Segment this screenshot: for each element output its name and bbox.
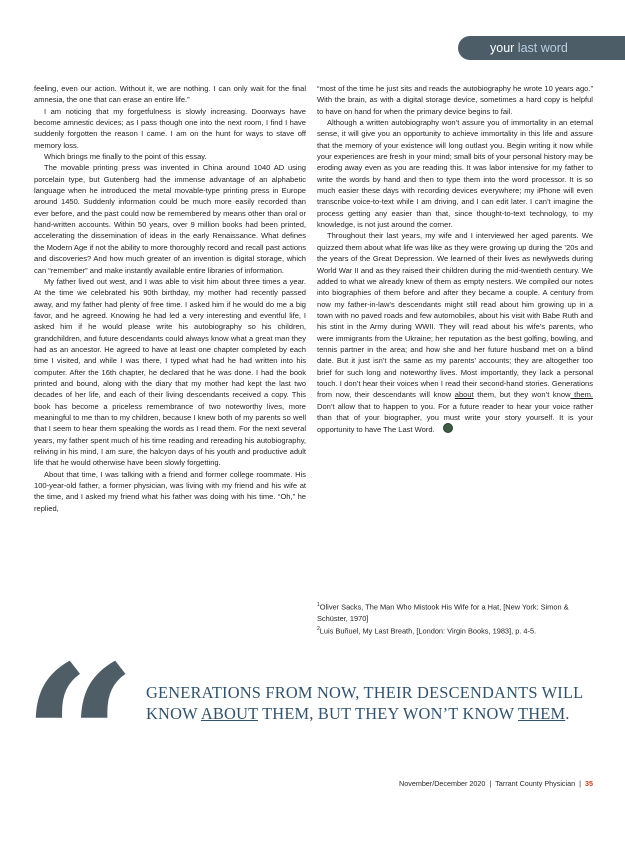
paragraph: Which brings me finally to the point of this essay. (44, 152, 207, 162)
paragraph: feeling, even our action. Without it, we are nothing. I can only wait for the final amnesia, the one that can erase an entire life.” (34, 84, 306, 105)
paragraph: The movable printing press was invented in China around 1040 AD using porcelain type, but Gutenberg had the immense advantage of an alphabetic language when he introduced the metal movable-type printing press in Europe around 1450. Suddenly information could be much more easily recorded than ever before, and the past could now be remembered by means other than oral or hand-written accounts. Within 50 years, over 9 million books had been printed, accelerating the dissemination of ideas in the early Renaissance. What defines the Modern Age if not the ability to more thoroughly record and recall past actions and discoveries? And how much greater of an invention is digital storage, which can “remember” and make instantly available entire libraries of information. (34, 163, 306, 275)
section-tab-accent: last word (517, 41, 568, 55)
right-column (317, 83, 593, 436)
pull-quote: GENERATIONS FROM NOW, THEIR DESCENDANTS WILL KNOW ABOUT THEM, BUT THEY WON’T KNOW THEM. (146, 683, 583, 723)
paragraph: I am noticing that my forgetfulness is slowly increasing. Doorways have become amnestic devices; as I pass though one into the next room, I find I have suddenly forgotten the reason I came. I am on the hunt for ways to stave off memory loss. (34, 106, 306, 150)
footnote-2: $^2$Luis Buñuel, My Last Breath, [London: Virgin Books, 1983], p. 4-5. (317, 625, 537, 636)
magazine-name: Tarrant County Physician (495, 779, 576, 788)
page-footer: November/December 2020 | Tarrant County Physician | 35 (399, 779, 593, 788)
underlined-them: them. (570, 390, 593, 400)
section-tab-text: your (490, 41, 518, 55)
end-mark-icon (443, 423, 453, 433)
section-tab (458, 36, 625, 60)
closing-paragraph: Throughout their last years, my wife and I interviewed her aged parents. We quizzed them about what life was like as they were growing up during the ’20s and the years of the Great Depression. We learned of their lives as newlyweds during World War II and as they raised their children during the mid-twentieth century. We added to what we already knew of them as empty nesters. We compiled our notes into biographies of them before and after they became a couple. A century from now my father-in-law’s descendants might still read about him growing up in a town with no paved roads and few automobiles, about his visit with Babe Ruth and his stint in the Army during WWII. They will read about his wife’s parents, who were immigrants from the Ukraine; her reputation as the best golfing, bowling, and tennis partner in the area; and how she and her future husband met on a blind date. But it just isn’t the same as my parents’ accounts; they are altogether too brief for such long and noteworthy lives. Most importantly, they lack a personal touch. I don’t hear their voices when I read their second-hand stories. Generations from now, their descendants will know about them, but they won’t know them. Don’t allow that to happen to you. For a future reader to hear your voice rather than that of your biographer, you must write your story yourself. It is your opportunity to have The Last Word. (317, 231, 593, 435)
paragraph: My father lived out west, and I was able to visit him about three times a year. At the time we celebrated his 90th birthday, my mother had recently passed away, and my father had plenty of free time. I asked him if he would do me a big favor, and he agreed. Knowing he had led a very interesting and eventful life, I asked him if he would please write his autobiography so his children, grandchildren, and future descendants could always know what a great man they had as an ancestor. He agreed to have at least one chapter completed by each time I visited, and while I was there, I typed what had he had written into his computer. After the 16th chapter, he declared that he was done. I had the book printed and bound, along with the diary that my mother had kept the last two decades of her life, and each of their living descendants received a copy. This book has become a priceless remembrance of two noteworthy lives, more meaningful to me than to my children, because I knew both of my parents so well that I seem to hear them speaking the words as I read them. For the next several years, my father spent much of his time reading and rereading his autobiography, reliving in his mind, I am sure, the halcyon days of his youth and productive adult life that he would otherwise have been slowly forgetting. (34, 276, 306, 468)
footnote-1: $^1$Oliver Sacks, The Man Who Mistook His Wife for a Hat, [New York: Simon & Schüster, 1970] (317, 602, 569, 623)
paragraph: About that time, I was talking with a friend and former college roommate. His 100-year-old father, a former physician, was living with my friend and his wife at the time, and I asked my friend what his father was doing with his time. “Oh,” he replied, (34, 469, 306, 513)
paragraph: “most of the time he just sits and reads the autobiography he wrote 10 years ago.” With the brain, as with a digital storage device, sometimes a hard copy is helpful to have on hand for when the primary device begins to fail. (317, 84, 593, 116)
paragraph: Although a written autobiography won’t assure you of immortality in an eternal sense, it will give you an opportunity to achieve immortality in this life and assure that the memory of your existence will long outlast you. Begin writing it now while your experiences are fresh in your mind; small bits of your personal history may be eroding away even as you are reading this. It was labor intensive for my father to write the words by hand and then to type them into the word processor. It is so much easier these days with recording devices everywhere; my iPhone will even transcribe voice-to-text while I am driving, and I can edit later. I can’t imagine the process getting any easier than that, since thought-to-text technology, to my knowledge, is not just around the corner. (317, 118, 593, 230)
quote-mark-icon: “ (22, 622, 116, 857)
left-column (34, 83, 306, 514)
page-number: 35 (585, 779, 593, 788)
issue-date: November/December 2020 (399, 779, 486, 788)
underlined-about: about (454, 390, 474, 400)
footnotes (317, 600, 593, 637)
